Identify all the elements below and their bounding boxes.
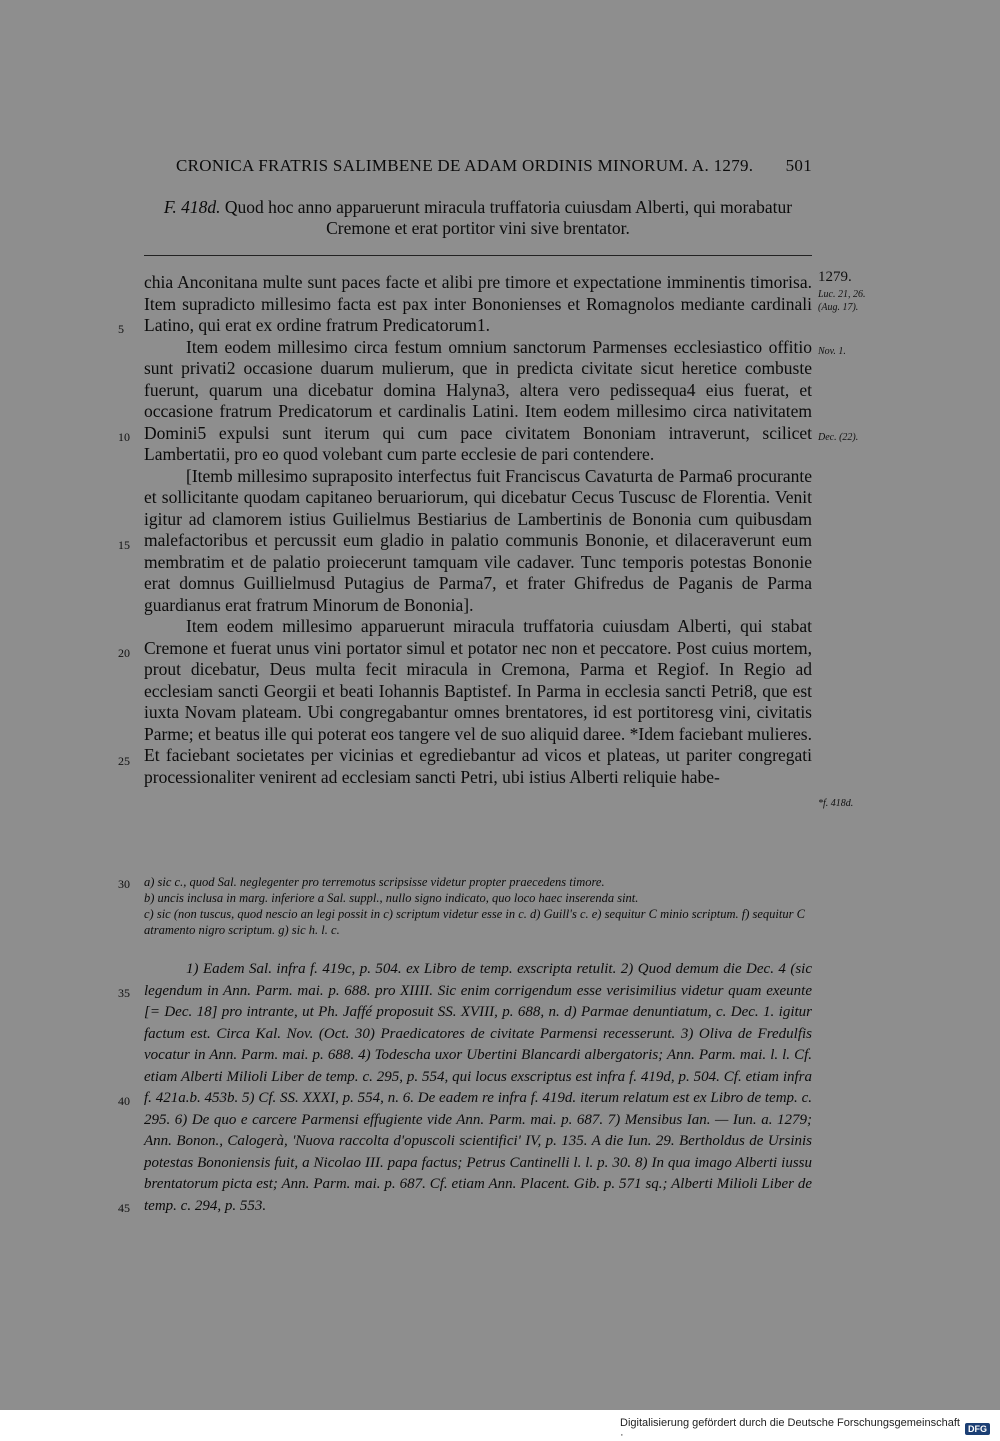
paragraph-3: [Itemb millesimo supraposito interfectus fuit Franciscus Cavaturta de Parma6 procurante et sollicitante quodam capitaneo beruariorum, qui dicebatur Cecus Tuscusc de Florentia. Venit igitur ad clamorem istius Guilielmus Bestiarius de Lambertinis de Bononia cum quibusdam malefactoribus et percussit eum gladio in palatio communis Bononie, et dilaceraverunt eum membratim et de palatio proiecerunt tamquam vile cadaver. Tunc temporis potestas Bononie erat domnus Guillielmusd Putagius de Parma7, et frater Ghifredus de Paganis de Parma guardianus erat fratrum Minorum de Bononia]. (144, 465, 812, 615)
chapter-heading: Quod hoc anno apparuerunt miracula truffatoria cuiusdam Alberti, qui morabatur Cremone et erat portitor vini sive brentator. (224, 197, 793, 238)
margin-folio: *f. 418d. (818, 798, 854, 809)
margin-year: 1279. (818, 269, 852, 285)
apparatus-line: b) uncis inclusa in marg. inferiore a Sal. suppl., nullo signo indicato, quo loco haec inserenda sint. (144, 891, 639, 905)
heading-divider (144, 255, 812, 256)
running-header (176, 156, 812, 176)
digitization-footer (620, 1417, 990, 1441)
line-number: 10 (118, 430, 130, 444)
margin-nov: Nov. 1. (818, 346, 846, 357)
line-number: 40 (118, 1094, 130, 1108)
paragraph-1: chia Anconitana multe sunt paces facte et alibi pre timore et expectatione imminentis timorisa. Item supradicto millesimo facta est pax inter Bononienses et Romagnolos mediante cardinali Latino, qui erat ex ordine fratrum Predicatorum1. (144, 272, 812, 335)
margin-aug: (Aug. 17). (818, 302, 859, 313)
footnotes (144, 959, 812, 1217)
line-number: 30 (118, 877, 130, 891)
margin-luc: Luc. 21, 26. (818, 289, 866, 300)
folio-heading-block (144, 197, 812, 239)
apparatus-line: c) sic (non tuscus, quod nescio an legi possit in c) scriptum videtur esse in c. d) Guill's c. e) sequitur C minio scriptum. f) sequitur C atramento nigro scriptum. g) sic h. l. c. (144, 907, 805, 937)
line-number: 15 (118, 538, 130, 552)
line-number: 35 (118, 986, 130, 1000)
line-number: 20 (118, 646, 130, 660)
dfg-logo: DFG (965, 1423, 990, 1435)
apparatus-line: a) sic c., quod Sal. neglegenter pro terremotus scripsisse videtur propter praecedens timore. (144, 875, 605, 889)
footnote-text: 1) Eadem Sal. infra f. 419c, p. 504. ex Libro de temp. exscripta retulit. 2) Quod demum die Dec. 4 (sic legendum in Ann. Parm. mai. p. 688. pro XIIII. Sic enim corrigendum esse verisimilius videtur quam exeunte [= Dec. 18] pro intrante, ut Ph. Jaffé proposuit SS. XVIII, p. 688, n. d) Parmae denuntiatum, c. Dec. 1. igitur factum est. Circa Kal. Nov. (Oct. 30) Praedicatores de civitate Parmensi recesserunt. 3) Oliva de Fredulfis vocatur in Ann. Parm. mai. p. 688. 4) Todescha uxor Ubertini Blancardi albergatoris; Ann. Parm. mai. l. l. Cf. etiam Alberti Milioli Liber de temp. c. 295, p. 554, qui locus exscriptus est infra f. 419d, p. 504. Cf. etiam infra f. 421a.b. 453b. 5) Cf. SS. XXXI, p. 554, n. 6. De eadem re infra f. 419d. iterum relatum est ex Libro de temp. c. 295. 6) De quo e carcere Parmensi effugiente vide Ann. Parm. mai. p. 687. 7) Mensibus Ian. — Iun. a. 1279; Ann. Bonon., Calogerà, 'Nuova raccolta d'opuscoli scientifici' IV, p. 135. A die Iun. 29. Bertholdus de Ursinis potestas Bononiensis fuit, a Nicolao III. papa factus; Petrus Cantinelli l. l. p. 30. 8) In qua imago Alberti iussu brentatorum picta est; Ann. Parm. mai. p. 687. Cf. etiam Ann. Placent. Gib. p. 571 sq.; Alberti Milioli Liber de temp. c. 294, p. 553. (144, 961, 812, 1214)
line-number: 5 (118, 322, 124, 336)
margin-dec: Dec. (22). (818, 432, 859, 443)
footer-text: Digitalisierung gefördert durch die Deutsche Forschungsgemeinschaft · (620, 1417, 960, 1441)
running-title: CRONICA FRATRIS SALIMBENE DE ADAM ORDINIS MINORUM. A. 1279. (176, 156, 754, 175)
main-text (144, 272, 812, 788)
line-number: 45 (118, 1201, 130, 1215)
paragraph-2: Item eodem millesimo circa festum omnium sanctorum Parmenses ecclesiastico offitio sunt privati2 occasione duarum mulierum, que in predicta civitate sicut heretice combuste fuerunt, quarum una dicebatur domina Halyna3, altera vero pedissequa4 eius fuerat, et occasione fratrum Predicatorum et cardinalis Latini. Item eodem millesimo circa nativitatem Domini5 expulsi sunt iterum qui cum pace civitatem Bononiam intraverunt, scilicet Lambertatii, pro eo quod volebant cum parte ecclesie de pari contendere. (144, 336, 812, 464)
folio-reference: F. 418d. (163, 197, 221, 217)
paragraph-4: Item eodem millesimo apparuerunt miracula truffatoria cuiusdam Alberti, qui stabat Cremone et fuerat unus vini portator simul et potator nec non et peccatore. Post cuius mortem, prout dicebatur, Deus multa fecit miracula in Cremona, Parma et Regiof. In Regio ad ecclesiam sancti Georgii et beati Iohannis Baptistef. In Parma in ecclesia sancti Petri8, que est iuxta Novam plateam. Ubi congregabantur omnes brentatores, id est portitoresg vini, civitatis Parme; et beatus ille qui poterat eos tangere vel de suo aliquid daree. *Idem faciebant mulieres. Et faciebant societates per vicinias et egrediebantur ad vicos et plateas, ut pariter congregati processionaliter venirent ad ecclesiam sancti Petri, ubi istius Alberti reliquie habe- (144, 616, 812, 787)
line-number: 25 (118, 754, 130, 768)
page-number: 501 (785, 156, 812, 175)
critical-apparatus (144, 874, 812, 938)
